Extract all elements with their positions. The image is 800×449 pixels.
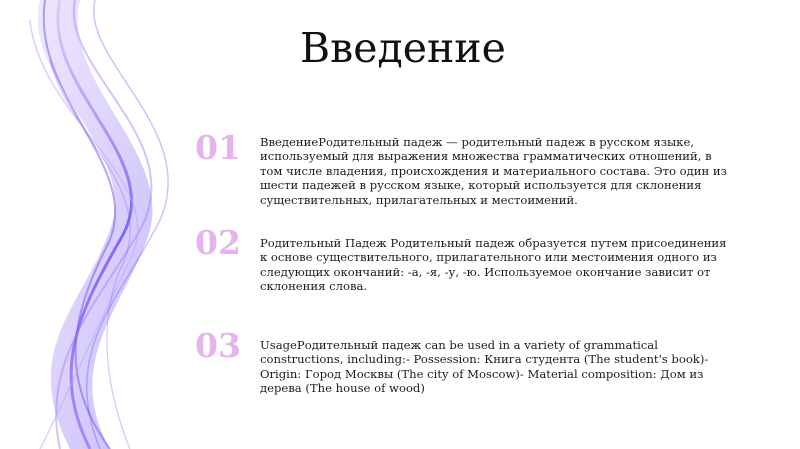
item-text-02: Родительный Падеж Родительный падеж образуется путем присоединения к основе существительного, прилагательного или местоимения одного из следующих окончаний: -а, -я, -у, -ю. Используемое окончание зависит от склонения слова.: [260, 236, 727, 294]
page-title: Введение: [300, 24, 506, 72]
item-number-01: 01: [195, 128, 241, 167]
item-text-03: UsageРодительный падеж can be used in a variety of grammatical constructions, including:- Possession: Книга студента (The student's book)- Origin: Город Москвы (The city of Moscow)- Material composition: Дом из дерева (The house of wood): [260, 338, 709, 396]
item-number-02: 02: [195, 223, 241, 262]
item-number-03: 03: [195, 326, 241, 365]
item-text-01: ВведениеРодительный падеж — родительный падеж в русском языке, используемый для выражения множества грамматических отношений, в том числе владения, происхождения и материального состава. Это один из шести падежей в русском языке, который используется для склонения существительных, прилагательных и местоимений.: [260, 135, 727, 207]
